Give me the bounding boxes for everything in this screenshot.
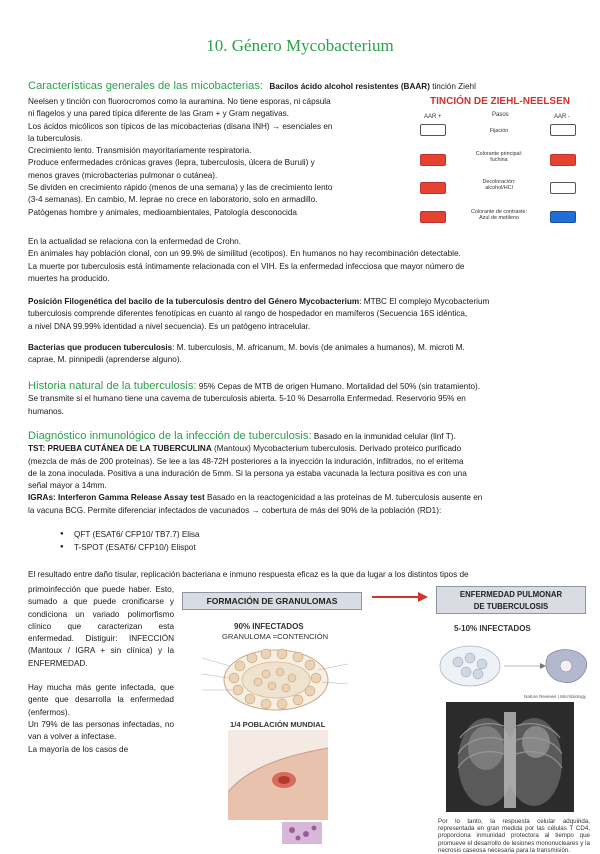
final-left-para: Hay mucha más gente infectada, que gente que desarrolla la enfermedad (enfermos). xyxy=(28,683,174,717)
diagnostico-heading: Diagnóstico inmunológico de la infección de tuberculosis: xyxy=(28,430,312,442)
diagnostico-paragraph xyxy=(28,430,588,517)
igra-line2: la vacuna BCG. Permite diferenciar infectados de vacunados → cobertura de más del 90% de la población (RD1): xyxy=(28,505,442,515)
tst-line: (mezcla de más de 200 proteínas). Se lee a las 48-72H posteriores a la inyección la induración, infiltrados, no el eritema xyxy=(28,456,464,466)
intro-full-line: La muerte por tuberculosis está íntimamente relacionada con el VIH. Es la enfermedad infecciosa que mayor número de xyxy=(28,261,465,271)
tst-line: señal mayor a 14mm. xyxy=(28,481,107,491)
lung-illustration xyxy=(430,636,594,694)
aar-pos-step4-swatch xyxy=(420,211,446,223)
pulmonary-figure xyxy=(424,586,594,854)
intro-line: Produce enfermedades crónicas graves (lepra, tuberculosis, úlcera de Buruli) y xyxy=(28,158,315,168)
intro-lead-rest: tinción Ziehl xyxy=(429,82,476,91)
pasos-label: Pasos xyxy=(492,112,509,118)
granuloma-contencion-label: GRANULOMA =CONTENCIÓN xyxy=(222,632,329,641)
bullet-qft: ● QFT (ESAT6/ CFP10/ TB7.7) Elisa xyxy=(60,528,200,541)
productores-bold: Bacterias que producen tuberculosis xyxy=(28,343,173,352)
step-decoloracion: Decoloración: alcohol/HCl xyxy=(482,179,516,192)
step-contraste: Colorante de contraste: Azul de metileno xyxy=(470,209,528,222)
aar-neg-step2-swatch xyxy=(550,154,576,166)
intro-line: ni flagelos y una pared típica diferente de las Gram + y Gram negativas. xyxy=(28,109,290,119)
final-left-para: Un 79% de las personas infectadas, no van a volver a infectase. xyxy=(28,719,174,742)
pulmonar-title: ENFERMEDAD PULMONAR DE TUBERCULOSIS xyxy=(436,586,586,614)
granulomas-title: FORMACIÓN DE GRANULOMAS xyxy=(182,592,362,610)
infectados-5-10-label: 5-10% INFECTADOS xyxy=(454,624,531,633)
productores-line2: caprae, M. pinnipedii (aprenderse alguno). xyxy=(28,355,182,365)
filogenia-rest: : MTBC El complejo Mycobacterium xyxy=(359,297,490,306)
intro-line: la tuberculosis. xyxy=(28,133,83,143)
aar-pos-step2-swatch xyxy=(420,154,446,166)
intro-line: menos graves (microbacterias pulmonar o cutánea). xyxy=(28,170,218,180)
figure-caption: Por lo tanto, la respuesta celular adquirida, representada en gran medida por las células T CD4, proporciona inmunidad protectora al tiempo que promueve el desarrollo de lesiones mononucleares y la necrosis caseosa necesaria para la transmisión. xyxy=(438,818,590,854)
infectados-90-label: 90% INFECTADOS xyxy=(234,622,304,631)
skin-test-photo xyxy=(228,730,328,820)
filogenia-line: a nivel DNA 99.99% identidad a nivel secuencia). Es un patógeno intracelular. xyxy=(28,321,311,331)
intro-first-line xyxy=(28,80,588,93)
historia-paragraph xyxy=(28,380,588,418)
intro-line: (3-4 semanas). En cambio, M. leprae no crece en laboratorio, solo en armadillo. xyxy=(28,195,318,205)
intro-full-line: muertes ha producido. xyxy=(28,273,110,283)
historia-line: humanos. xyxy=(28,406,64,416)
step-colorante-principal: Colorante principal: fuchina xyxy=(475,151,523,164)
granuloma-figure xyxy=(182,590,368,846)
igra-rest: Basado en la reactogenicidad a las proteínas de M. tuberculosis ausente en xyxy=(204,493,483,503)
ziehl-neelsen-figure xyxy=(412,94,588,234)
filogenia-paragraph xyxy=(28,296,588,333)
final-left-para: primoinfección que puede haber. Esto, sumado a que puede cronificarse y condiciona un variado polimorfismo clínico que caracterizan esta enfermedad. Distiguir: INFECCIÓN (Mantoux / IGRA + sin clínica) y la ENFERMEDAD. xyxy=(28,585,174,668)
aar-pos-step1-swatch xyxy=(420,124,446,136)
source-label: Nature Reviews | Microbiology xyxy=(524,694,586,699)
tst-rest: (Mantoux) Mycobacterium tuberculosis. Derivado proteico purificado xyxy=(211,444,462,454)
aar-negative-label: AAR - xyxy=(554,114,571,120)
ziehl-title: TINCIÓN DE ZIEHL-NEELSEN xyxy=(429,96,570,107)
final-left-column xyxy=(28,584,174,756)
historia-heading: Historia natural de la tuberculosis: xyxy=(28,380,197,392)
igra-bold: IGRAs: Interferon Gamma Release Assay test xyxy=(28,493,205,503)
diagnostico-rest: Basado en la inmunidad celular (linf T). xyxy=(311,432,456,441)
intro-full-lines xyxy=(28,236,588,285)
intro-lead-bold: Bacilos ácido alcohol resistentes (BAAR) xyxy=(269,82,430,91)
histology-thumbnail xyxy=(282,822,322,844)
igra-bullet-list xyxy=(60,528,200,554)
chest-xray-image xyxy=(446,702,574,812)
intro-line: Se dividen en crecimiento rápido (menos de una semana) y las de crecimiento lento xyxy=(28,183,333,193)
historia-line: Se transmite si el humano tiene una caverna de tuberculosis abierta. 5-10 % Desarrolla Enfermedad. Reservorio 95% en xyxy=(28,394,466,404)
poblacion-label: 1/4 POBLACIÓN MUNDIAL xyxy=(230,720,326,729)
aar-neg-step1-swatch xyxy=(550,124,576,136)
intro-line: Crecimiento lento. Transmisión mayoritariamente respiratoria. xyxy=(28,146,252,156)
page-title: 10. Género Mycobacterium xyxy=(206,36,394,55)
final-left-para: La mayoría de los casos de xyxy=(28,744,129,754)
tst-bold: TST: PRUEBA CUTÁNEA DE LA TUBERCULINA xyxy=(28,444,212,454)
intro-body xyxy=(28,96,402,219)
filogenia-bold: Posición Filogenética del bacilo de la tuberculosis dentro del Género Mycobacterium xyxy=(28,297,360,306)
aar-neg-step4-swatch xyxy=(550,211,576,223)
aar-positive-label: AAR + xyxy=(424,114,442,120)
intro-line: Neelsen y tinción con fluorocromos como la auramina. No tiene esporas, ni cápsula xyxy=(28,97,331,106)
productores-rest: : M. tuberculosis, M. africanum, M. bovis (de animales a humanos), M. microti M. xyxy=(172,343,465,352)
intro-heading: Características generales de las micobacterias: xyxy=(28,80,264,92)
historia-rest: 95% Cepas de MTB de origen Humano. Mortalidad del 50% (sin tratamiento). xyxy=(196,382,481,391)
aar-pos-step3-swatch xyxy=(420,182,446,194)
step-fijacion: Fijación xyxy=(489,128,509,134)
aar-neg-step3-swatch xyxy=(550,182,576,194)
intro-full-line: En la actualidad se relaciona con la enfermedad de Crohn. xyxy=(28,237,242,246)
productores-paragraph xyxy=(28,342,588,367)
bullet-tspot: ● T-SPOT (ESAT6/ CFP10/) Elispot xyxy=(60,541,200,554)
tst-line: de la zona inoculada. Positiva a una induración de 5mm. Si la persona ya estaba vacunada la lectura positiva es con una xyxy=(28,468,467,478)
filogenia-line: tuberculosis comprende diferentes fenotípicas en cuanto al rango de hospedador en mamíferos (Secuencia 16S idéntica, xyxy=(28,309,468,319)
intro-line: Patógenas hombre y animales, medioambientales, Patología desconocida xyxy=(28,207,297,217)
final-full-line: El resultado entre daño tisular, replicación bacteriana e inmuno respuesta eficaz es la que da lugar a los distintos tipos de xyxy=(28,570,469,579)
granuloma-illustration xyxy=(200,644,350,714)
intro-line: Los ácidos micólicos son típicos de las micobacterias (disana INH) → esenciales en xyxy=(28,121,333,131)
arrow-icon xyxy=(372,590,428,604)
intro-full-line: En animales hay población clonal, con un 99.9% de similitud (ecotipos). En humanos no hay recombinación detectable. xyxy=(28,249,461,259)
